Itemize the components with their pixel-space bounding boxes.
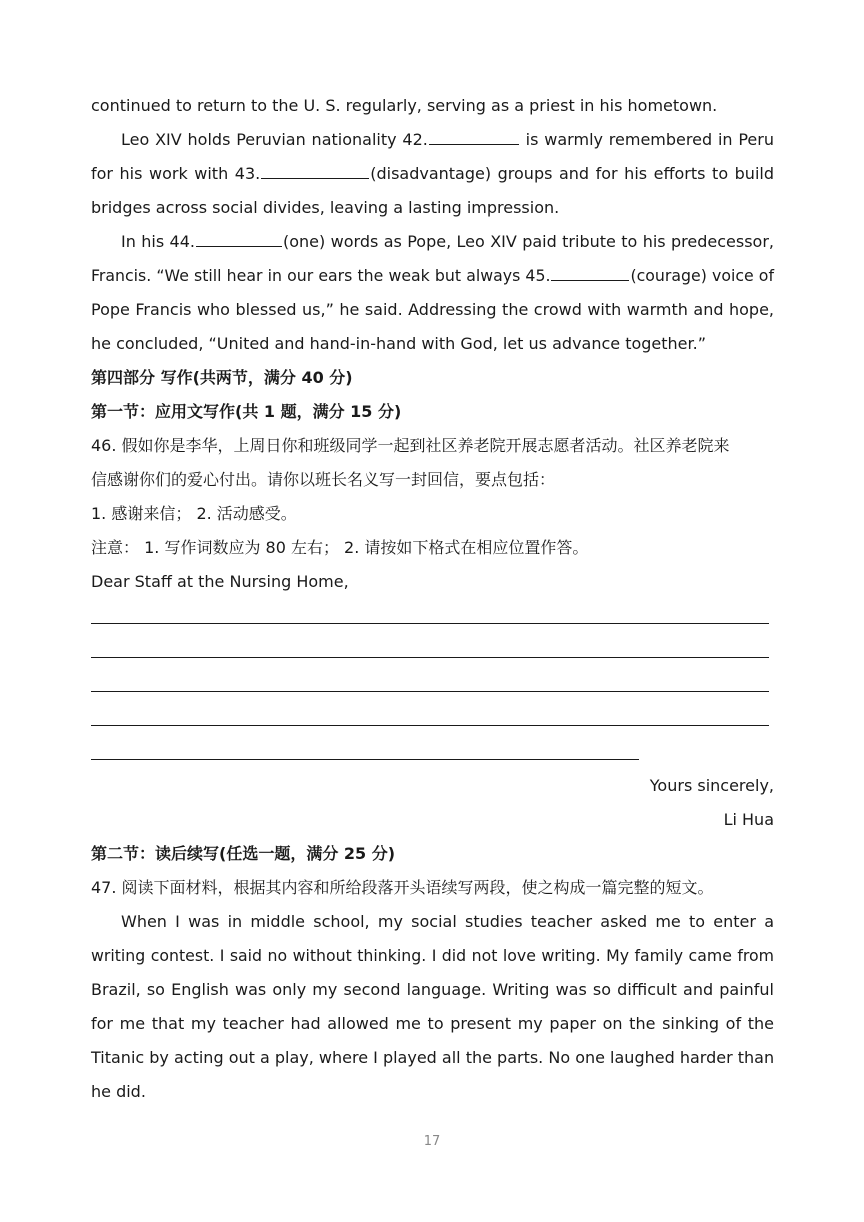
story-line: When I was in middle school, my social studies teacher asked me to enter a bbox=[121, 912, 774, 931]
signature: Li Hua bbox=[723, 810, 774, 829]
writing-line[interactable] bbox=[91, 691, 769, 692]
text-span: In his 44. bbox=[121, 232, 195, 251]
text-span: (courage) voice of bbox=[630, 266, 774, 285]
text-line bbox=[91, 327, 774, 361]
story-line: Brazil, so English was only my second language. Writing was so difficult and painful bbox=[91, 980, 774, 999]
story-line: writing contest. I said no without thinking. I did not love writing. My family came from bbox=[91, 946, 774, 965]
text-span: (disadvantage) groups and for his efforts to build bbox=[370, 164, 774, 183]
text-span: Pope Francis who blessed us,” he said. Addressing the crowd with warmth and hope, bbox=[91, 300, 774, 319]
text-line bbox=[91, 293, 774, 327]
writing-line[interactable] bbox=[91, 657, 769, 658]
text-span: for his work with 43. bbox=[91, 164, 261, 183]
text-line bbox=[91, 123, 774, 157]
writing-line[interactable] bbox=[91, 759, 639, 760]
blank-45[interactable] bbox=[551, 263, 629, 281]
part-heading: 第四部分 写作(共两节，满分 40 分) bbox=[91, 368, 353, 387]
writing-area[interactable] bbox=[91, 599, 774, 769]
question-46-line: 46. 假如你是李华，上周日你和班级同学一起到社区养老院开展志愿者活动。社区养老院来 bbox=[91, 436, 730, 455]
writing-line[interactable] bbox=[91, 623, 769, 624]
story-line: he did. bbox=[91, 1082, 146, 1101]
text-span: continued to return to the U. S. regularly, serving as a priest in his hometown. bbox=[91, 96, 718, 115]
story-line: for me that my teacher had allowed me to present my paper on the sinking of the bbox=[91, 1014, 774, 1033]
key-points: 1. 感谢来信； 2. 活动感受。 bbox=[91, 504, 297, 523]
text-line bbox=[91, 89, 774, 123]
question-46-line: 信感谢你们的爱心付出。请你以班长名义写一封回信，要点包括： bbox=[91, 470, 556, 489]
text-span: bridges across social divides, leaving a lasting impression. bbox=[91, 198, 560, 217]
writing-line[interactable] bbox=[91, 725, 769, 726]
text-line bbox=[91, 225, 774, 259]
text-span: Francis. “We still hear in our ears the weak but always 45. bbox=[91, 266, 551, 285]
text-span: is warmly remembered in Peru bbox=[519, 130, 774, 149]
text-span: (one) words as Pope, Leo XIV paid tribute to his predecessor, bbox=[283, 232, 774, 251]
story-line: Titanic by acting out a play, where I played all the parts. No one laughed harder than bbox=[91, 1048, 775, 1067]
closing: Yours sincerely, bbox=[649, 776, 774, 795]
notes: 注意： 1. 写作词数应为 80 左右； 2. 请按如下格式在相应位置作答。 bbox=[91, 538, 589, 557]
question-47-instruction: 47. 阅读下面材料，根据其内容和所给段落开头语续写两段，使之构成一篇完整的短文。 bbox=[91, 878, 714, 897]
salutation: Dear Staff at the Nursing Home, bbox=[91, 572, 349, 591]
text-span: he concluded, “United and hand-in-hand with God, let us advance together.” bbox=[91, 334, 707, 353]
blank-42[interactable] bbox=[429, 127, 519, 145]
text-line bbox=[91, 191, 774, 225]
text-line bbox=[91, 259, 774, 293]
section-heading: 第二节：读后续写(任选一题，满分 25 分) bbox=[91, 844, 396, 863]
section-heading: 第一节：应用文写作(共 1 题，满分 15 分) bbox=[91, 402, 402, 421]
page-number: 17 bbox=[423, 1134, 441, 1149]
text-span: Leo XIV holds Peruvian nationality 42. bbox=[121, 130, 428, 149]
exam-page bbox=[91, 89, 774, 1109]
blank-44[interactable] bbox=[196, 229, 282, 247]
text-line bbox=[91, 157, 774, 191]
blank-43[interactable] bbox=[261, 161, 369, 179]
